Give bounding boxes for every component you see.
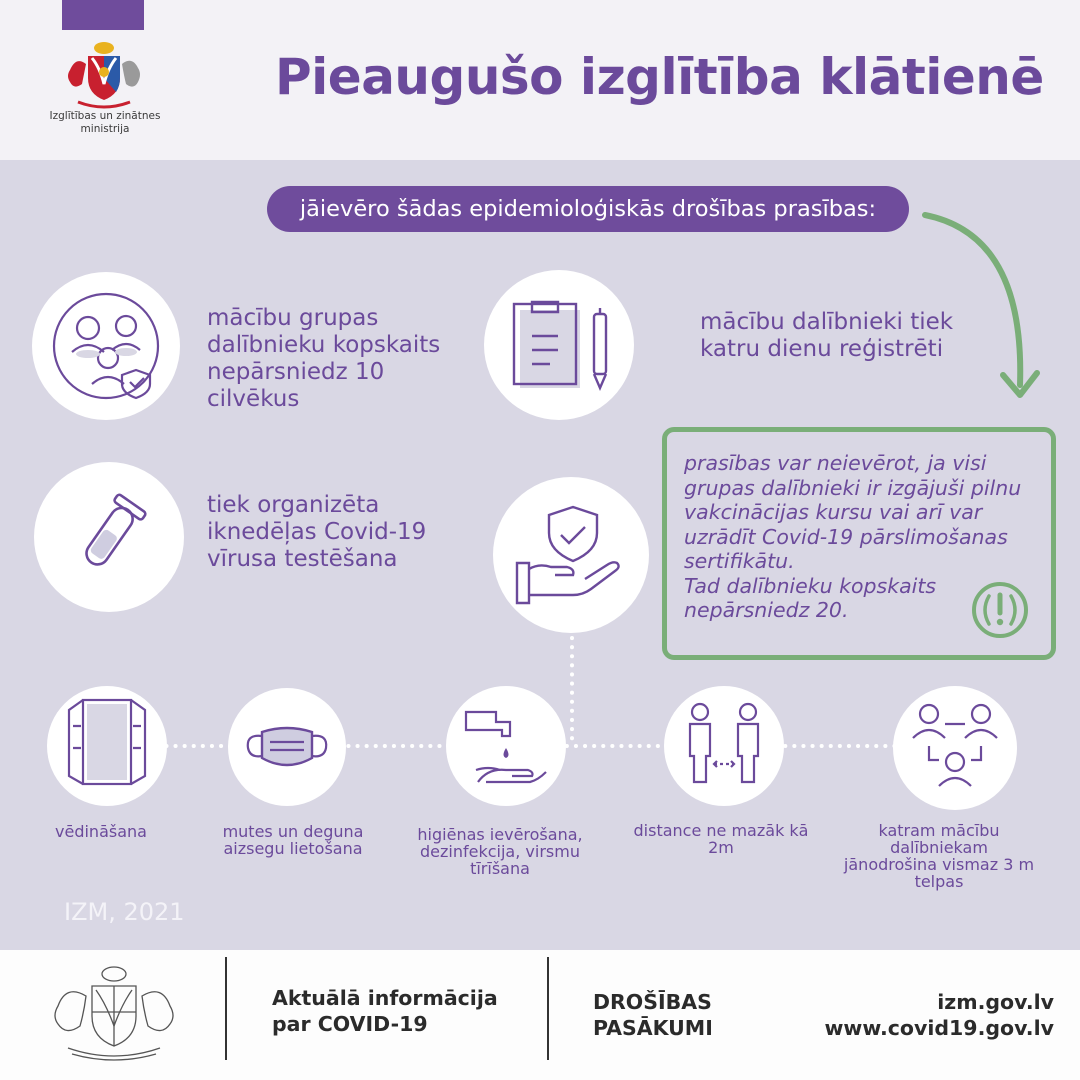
measure-hygiene-circle <box>446 686 566 806</box>
requirement-line: mācību dalībnieki tiek <box>700 309 954 335</box>
footer-info-line: Aktuālā informācija <box>272 986 498 1010</box>
requirements-heading: jāievēro šādas epidemioloģiskās drošības prasības: <box>267 186 909 232</box>
requirement-line: nepārsniedz 10 <box>207 359 385 385</box>
measure-line: distance ne mazāk kā <box>633 821 809 840</box>
measure-line: vēdināšana <box>55 822 147 841</box>
people-space-icon <box>893 686 1017 810</box>
exception-line: prasības var neievērot, ja visi <box>684 451 987 475</box>
requirement-line: cilvēkus <box>207 386 300 412</box>
requirement-test-circle <box>34 462 184 612</box>
measure-line: dalībniekam <box>890 838 988 857</box>
footer-info-line: par COVID-19 <box>272 1012 428 1036</box>
page-title: Pieaugušo izglītība klātienē <box>275 48 1044 106</box>
measure-distance-text <box>618 822 824 856</box>
measure-ventilation-text <box>40 823 162 840</box>
coat-of-arms-footer-logo <box>46 962 182 1062</box>
measure-line: higiēnas ievērošana, <box>417 825 583 844</box>
footer-measures-line: PASĀKUMI <box>593 1016 713 1040</box>
footer-info <box>272 985 498 1037</box>
footer-link-izm[interactable]: izm.gov.lv <box>937 990 1054 1014</box>
measure-line: katram mācību <box>878 821 1000 840</box>
requirement-line: dalībnieku kopskaits <box>207 332 441 358</box>
measure-line: telpas <box>914 872 964 891</box>
measure-ventilation-circle <box>47 686 167 806</box>
requirement-register-text <box>700 309 1000 363</box>
measure-hygiene-text <box>400 826 600 877</box>
requirement-group-circle <box>32 272 180 420</box>
ministry-caption <box>40 110 170 136</box>
requirement-register-circle <box>484 270 634 420</box>
measure-line: jānodrošina vismaz 3 m <box>843 855 1035 874</box>
requirement-line: vīrusa testēšana <box>207 546 398 572</box>
exception-line: nepārsniedz 20. <box>684 598 849 622</box>
window-icon <box>47 686 167 806</box>
distance-icon <box>664 686 784 806</box>
footer-divider <box>225 957 227 1060</box>
exception-line: sertifikātu. <box>684 549 795 573</box>
footer-divider <box>547 957 549 1060</box>
footer-link-covid19[interactable]: www.covid19.gov.lv <box>824 1016 1054 1040</box>
hand-shield-icon <box>493 477 649 633</box>
requirement-line: tiek organizēta <box>207 492 380 518</box>
requirement-line: mācību grupas <box>207 305 379 331</box>
exception-line: grupas dalībnieki ir izgājuši pilnu <box>684 475 1022 500</box>
requirement-protection-circle <box>493 477 649 633</box>
footer-measures <box>593 989 713 1041</box>
coat-of-arms-logo <box>58 40 150 112</box>
requirement-test-text <box>207 492 487 573</box>
clipboard-pen-icon <box>484 270 634 420</box>
test-tube-icon <box>34 462 184 612</box>
exception-line: Tad dalībnieku kopskaits <box>684 573 937 598</box>
measure-space-circle <box>893 686 1017 810</box>
measure-line: dezinfekcija, virsmu <box>420 842 580 861</box>
measure-line: aizsegu lietošana <box>223 839 363 858</box>
measure-distance-circle <box>664 686 784 806</box>
measure-line: mutes un deguna <box>222 822 364 841</box>
measure-line: tīrīšana <box>470 859 530 878</box>
curved-arrow-icon <box>915 205 1045 405</box>
measure-mask-circle <box>228 688 346 806</box>
exception-line: uzrādīt Covid-19 pārslimošanas <box>684 524 1008 549</box>
source-label: IZM, 2021 <box>64 898 185 926</box>
requirement-group-text <box>207 305 487 413</box>
face-mask-icon <box>228 688 346 806</box>
hand-wash-icon <box>446 686 566 806</box>
ministry-caption-line: ministrija <box>80 123 130 135</box>
requirement-line: iknedēļas Covid-19 <box>207 519 427 545</box>
ministry-caption-line: Izglītības un zinātnes <box>49 110 161 122</box>
requirement-line: katru dienu reģistrēti <box>700 336 944 362</box>
top-accent-bar <box>62 0 144 30</box>
footer-links <box>780 989 1054 1041</box>
exception-line: vakcinācijas kursu vai arī var <box>684 500 983 524</box>
measure-space-text <box>834 822 1044 890</box>
footer-measures-line: DROŠĪBAS <box>593 990 712 1014</box>
measure-line: 2m <box>708 838 734 857</box>
group-shield-icon <box>32 272 180 420</box>
measure-mask-text <box>200 823 386 857</box>
